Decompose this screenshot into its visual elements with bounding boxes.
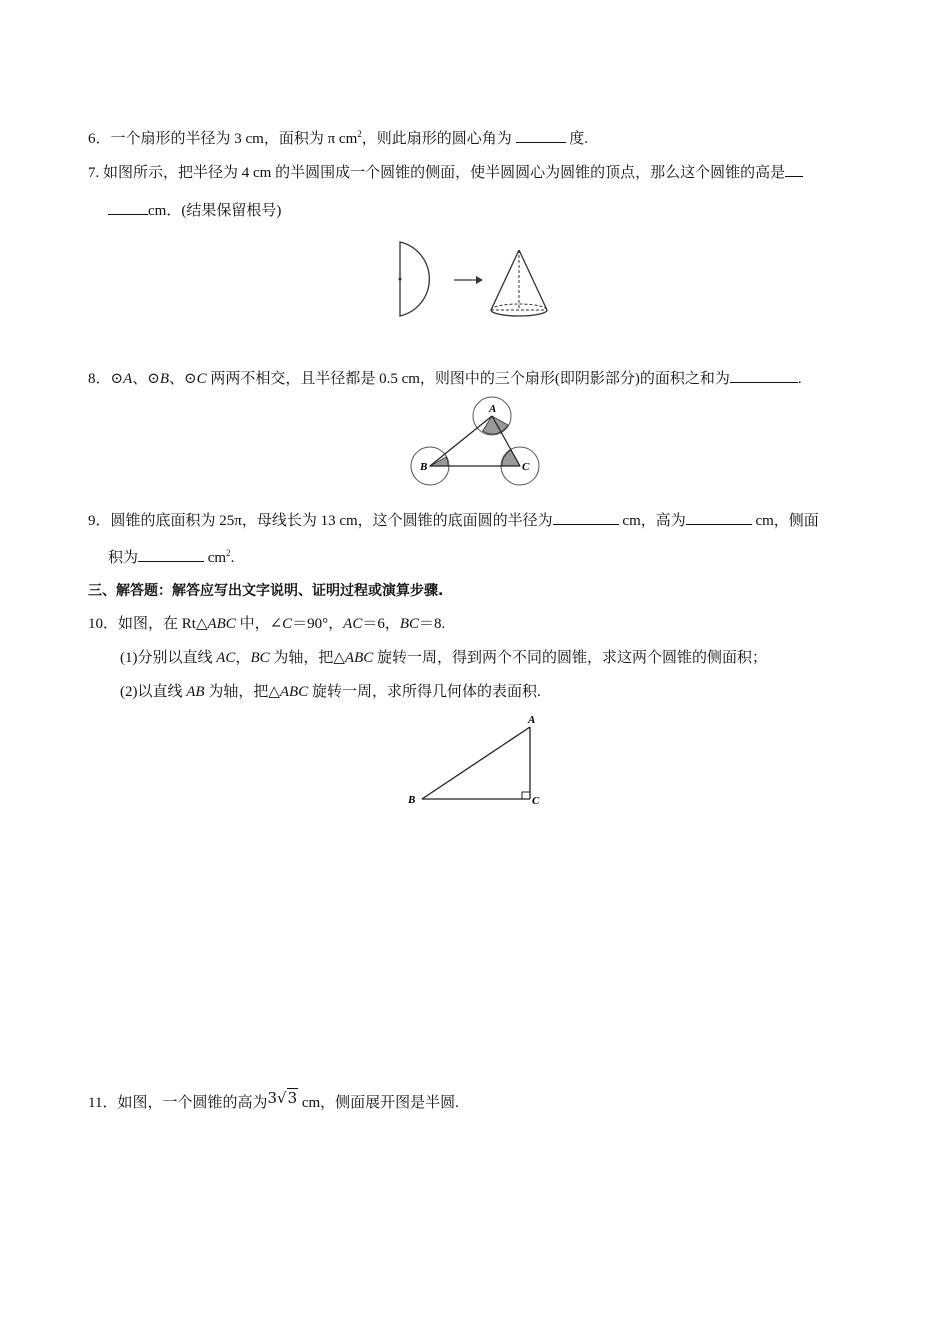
question-9-cont bbox=[108, 547, 234, 568]
q7-text-b: cm．(结果保留根号) bbox=[148, 203, 282, 219]
question-9 bbox=[88, 510, 819, 531]
q10-p2-text-f: 旋转一周，求所得几何体的表面积. bbox=[308, 684, 541, 700]
q11-coef: 3 bbox=[267, 1089, 277, 1107]
question-8 bbox=[88, 368, 802, 389]
q10-fig-label-b: B bbox=[408, 794, 416, 806]
q8-text-end: . bbox=[797, 371, 802, 387]
question-7-cont bbox=[108, 200, 281, 221]
question-7 bbox=[88, 162, 803, 183]
cone-base-front bbox=[491, 310, 547, 316]
q6-text-a: 一个扇形的半径为 3 cm，面积为 π cm bbox=[110, 131, 358, 147]
q6-text-c: 度. bbox=[569, 131, 589, 147]
q10-triangle-symbol: △ bbox=[195, 616, 208, 632]
q11-text-b: cm，侧面展开图是半圆. bbox=[298, 1095, 459, 1111]
q8-label-a: A bbox=[123, 371, 133, 387]
q9-text-b: cm，高为 bbox=[618, 513, 686, 529]
q7-text-a: 如图所示，把半径为 4 cm 的半圆围成一个圆锥的侧面，使半圆圆心为圆锥的顶点，那么这个圆锥的高是 bbox=[103, 165, 786, 181]
q10-p2-label-abc: ABC bbox=[279, 684, 309, 700]
q9-radius-blank[interactable] bbox=[553, 510, 619, 525]
q9-text-d: 积为 bbox=[108, 550, 139, 566]
q8-fig-label-b: B bbox=[420, 461, 428, 473]
q10-text-1j: ＝8. bbox=[419, 616, 446, 632]
q10-text-1d: 中，∠ bbox=[235, 616, 283, 632]
q10-p2-text-a: (2)以直线 bbox=[120, 684, 187, 700]
q8-fig-label-a: A bbox=[489, 403, 497, 415]
cone-right-edge bbox=[519, 250, 547, 310]
section-3-heading: 三、解答题：解答应写出文字说明、证明过程或演算步骤. bbox=[88, 583, 444, 599]
q10-label-bc: BC bbox=[399, 616, 420, 632]
q10-p1-label-abc: ABC bbox=[344, 650, 374, 666]
q10-text-1a: 10．如图，在 Rt bbox=[88, 616, 196, 632]
q10-p2-text-c: 为轴，把 bbox=[204, 684, 269, 700]
q8-text-2: 、⊙ bbox=[132, 371, 160, 387]
q10-p1-triangle-symbol: △ bbox=[333, 650, 345, 666]
right-angle-mark bbox=[522, 792, 530, 799]
q10-p1-text-h: 旋转一周，得到两个不同的圆锥，求这两个圆锥的侧面积； bbox=[373, 650, 768, 666]
q6-text-b: ，则此扇形的圆心角为 bbox=[361, 131, 512, 147]
q11-text-a: 11．如图，一个圆锥的高为 bbox=[88, 1095, 268, 1111]
q10-p2-triangle-symbol: △ bbox=[268, 684, 280, 700]
q9-text-e: cm bbox=[204, 550, 227, 566]
q10-p1-label-ac: AC bbox=[216, 650, 236, 666]
semicircle-center-dot bbox=[399, 278, 402, 281]
question-11 bbox=[88, 1089, 459, 1113]
q10-text-1f: ＝90°， bbox=[292, 616, 344, 632]
q9-text-f: . bbox=[230, 550, 235, 566]
triangle-ab bbox=[430, 416, 492, 466]
question-6 bbox=[88, 128, 588, 149]
q10-label-abc: ABC bbox=[207, 616, 236, 632]
q10-fig-label-a: A bbox=[528, 714, 536, 726]
q7-number: 7. bbox=[88, 165, 100, 181]
triangle-hypotenuse-ab bbox=[422, 727, 530, 799]
q7-answer-blank-start[interactable] bbox=[785, 162, 803, 177]
q8-figure bbox=[410, 396, 540, 492]
q6-number: 6． bbox=[88, 131, 111, 147]
cone-left-edge bbox=[491, 250, 519, 310]
q8-text-3: 、⊙ bbox=[169, 371, 197, 387]
q10-p1-text-c: ， bbox=[235, 650, 251, 666]
q6-superscript: 2 bbox=[357, 129, 362, 139]
q10-text-1h: ＝6， bbox=[362, 616, 400, 632]
q10-p1-text-e: 为轴，把 bbox=[269, 650, 334, 666]
q6-answer-blank[interactable] bbox=[516, 128, 566, 143]
question-10-part-2 bbox=[120, 682, 541, 702]
q8-text-4: 两两不相交，且半径都是 0.5 cm，则图中的三个扇形(即阴影部分)的面积之和为 bbox=[206, 371, 730, 387]
q10-fig-label-c: C bbox=[532, 795, 540, 807]
q9-area-blank[interactable] bbox=[138, 547, 204, 562]
q10-label-ac: AC bbox=[343, 616, 363, 632]
question-10 bbox=[88, 614, 445, 634]
q7-figure bbox=[390, 236, 560, 326]
q11-math-3-sqrt-3 bbox=[267, 1089, 298, 1107]
q8-answer-blank[interactable] bbox=[730, 368, 798, 383]
q10-label-c: C bbox=[282, 616, 293, 632]
arrow-head bbox=[476, 276, 483, 284]
sector-c bbox=[502, 450, 520, 466]
q9-text-a: 9．圆锥的底面积为 25π，母线长为 13 cm，这个圆锥的底面圆的半径为 bbox=[88, 513, 553, 529]
q8-label-c: C bbox=[196, 371, 207, 387]
semicircle-shape bbox=[400, 242, 429, 316]
q10-figure bbox=[404, 712, 554, 812]
sector-a bbox=[483, 416, 509, 434]
question-10-part-1 bbox=[120, 648, 767, 668]
q10-p1-label-bc: BC bbox=[250, 650, 270, 666]
q9-superscript: 2 bbox=[226, 548, 231, 558]
q9-height-blank[interactable] bbox=[686, 510, 752, 525]
q7-answer-blank[interactable] bbox=[108, 200, 148, 215]
q8-text-1: 8．⊙ bbox=[88, 371, 124, 387]
q10-p2-label-ab: AB bbox=[186, 684, 205, 700]
q8-fig-label-c: C bbox=[522, 461, 530, 473]
q11-radicand: 3 bbox=[287, 1089, 298, 1107]
q9-text-c: cm，侧面 bbox=[751, 513, 819, 529]
q10-p1-text-a: (1)分别以直线 bbox=[120, 650, 217, 666]
q11-radical-sign: √ bbox=[277, 1089, 287, 1107]
q8-label-b: B bbox=[159, 371, 169, 387]
